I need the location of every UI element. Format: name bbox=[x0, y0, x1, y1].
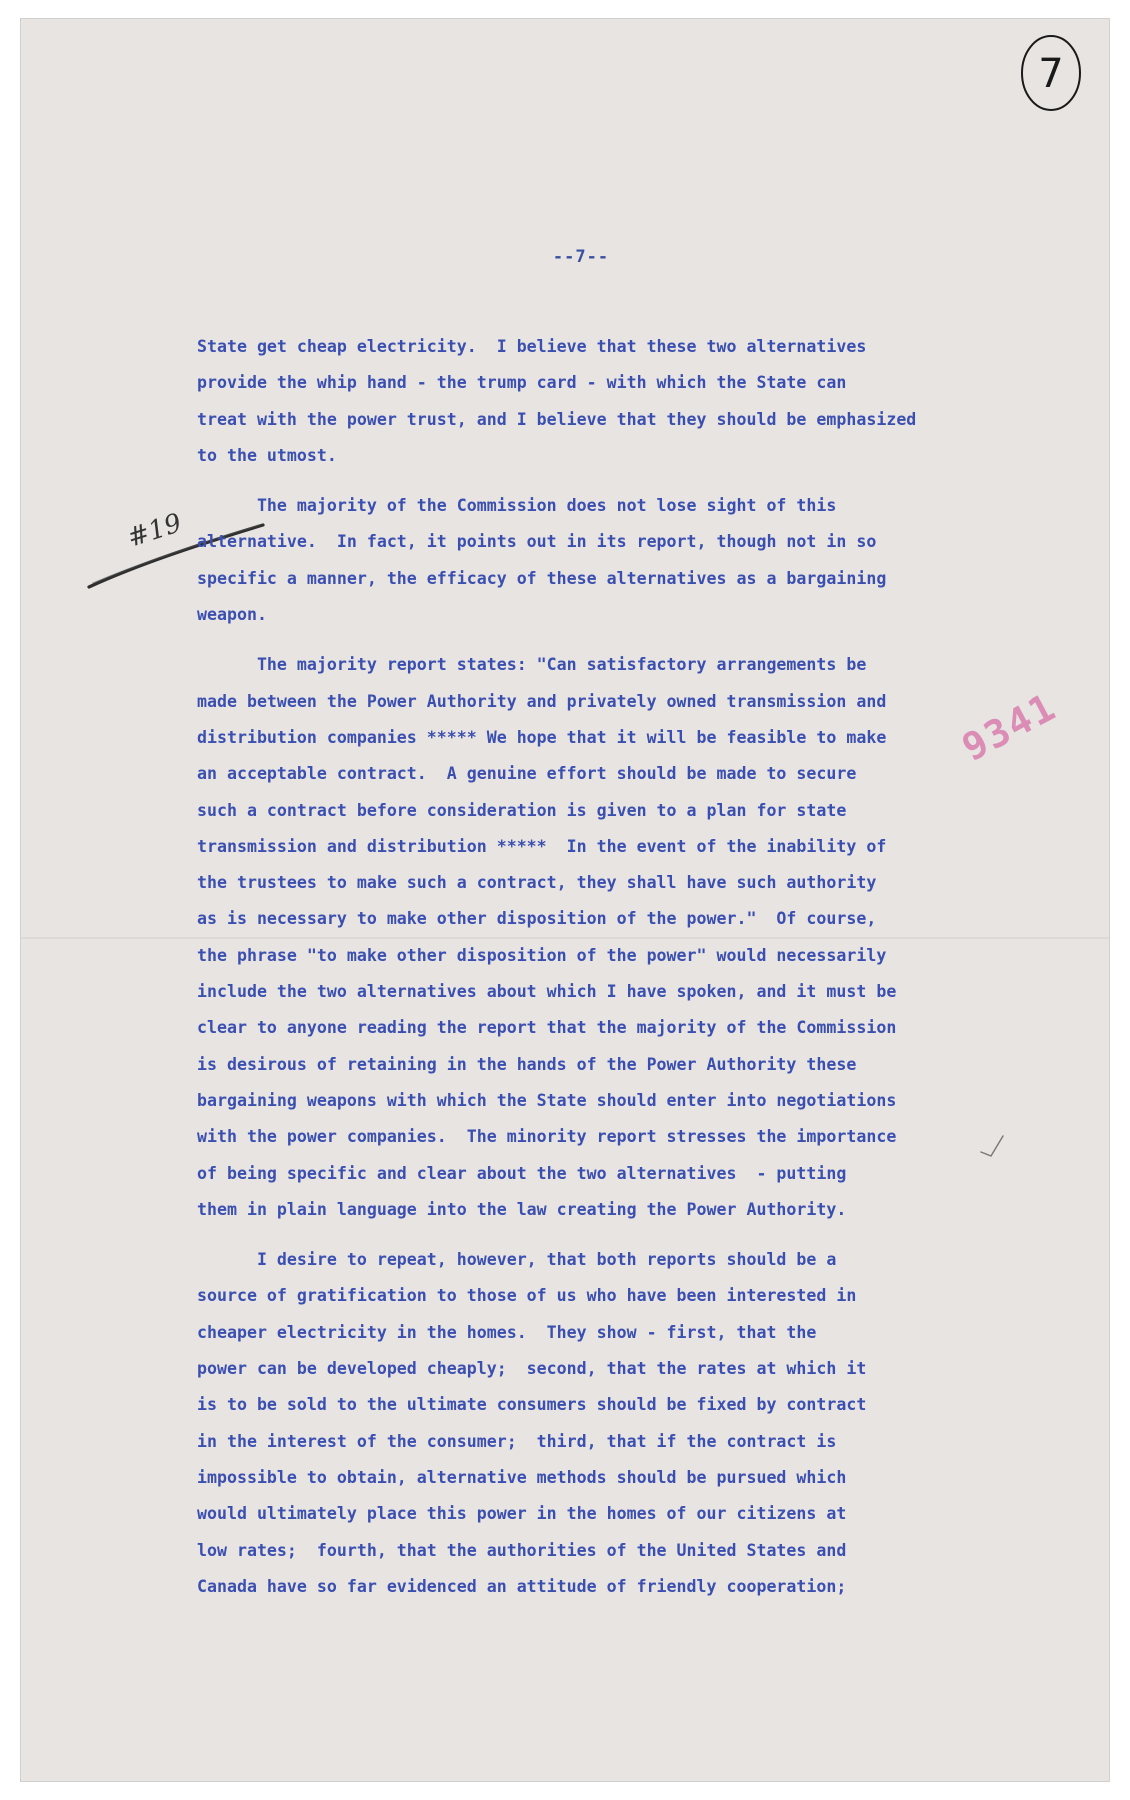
text-line: source of gratification to those of us who have been interested in bbox=[197, 1286, 857, 1306]
text-line: distribution companies ***** We hope that it will be feasible to make bbox=[197, 727, 887, 747]
text-line: power can be developed cheaply; second, that the rates at which it bbox=[197, 1359, 867, 1379]
paragraph-4 bbox=[197, 1242, 1017, 1605]
text-line: them in plain language into the law creating the Power Authority. bbox=[197, 1199, 847, 1219]
text-line: to the utmost. bbox=[197, 445, 337, 465]
page-number: --7-- bbox=[552, 247, 610, 267]
pencil-tick-mark bbox=[979, 1134, 1005, 1158]
text-line: with the power companies. The minority report stresses the importance bbox=[197, 1127, 897, 1147]
text-line: of being specific and clear about the two alternatives - putting bbox=[197, 1163, 847, 1183]
paragraph-1 bbox=[197, 329, 1017, 474]
text-line: in the interest of the consumer; third, that if the contract is bbox=[197, 1431, 837, 1451]
text-line: Canada have so far evidenced an attitude of friendly cooperation; bbox=[197, 1576, 847, 1596]
text-line: provide the whip hand - the trump card - with which the State can bbox=[197, 373, 847, 393]
text-line: specific a manner, the efficacy of these alternatives as a bargaining bbox=[197, 568, 887, 588]
text-line: weapon. bbox=[197, 605, 267, 625]
document-page bbox=[20, 18, 1110, 1782]
text-line: I desire to repeat, however, that both reports should be a bbox=[197, 1250, 837, 1270]
typed-body bbox=[197, 329, 1017, 1605]
text-line: made between the Power Authority and privately owned transmission and bbox=[197, 691, 887, 711]
margin-note-text: #19 bbox=[123, 508, 186, 554]
text-line: The majority report states: "Can satisfactory arrangements be bbox=[197, 655, 867, 675]
text-line: an acceptable contract. A genuine effort should be made to secure bbox=[197, 764, 857, 784]
text-line: State get cheap electricity. I believe that these two alternatives bbox=[197, 337, 867, 356]
text-line: low rates; fourth, that the authorities of the United States and bbox=[197, 1540, 847, 1560]
text-line: transmission and distribution ***** In the event of the inability of bbox=[197, 836, 887, 856]
text-line: cheaper electricity in the homes. They show - first, that the bbox=[197, 1322, 817, 1342]
text-line: would ultimately place this power in the homes of our citizens at bbox=[197, 1504, 847, 1524]
text-line: clear to anyone reading the report that the majority of the Commission bbox=[197, 1018, 897, 1038]
text-line: is desirous of retaining in the hands of the Power Authority these bbox=[197, 1054, 857, 1074]
text-line: impossible to obtain, alternative methods should be pursued which bbox=[197, 1467, 847, 1487]
stamp-number: 9341 bbox=[955, 684, 1064, 770]
text-line: include the two alternatives about which I have spoken, and it must be bbox=[197, 982, 897, 1002]
text-line: the trustees to make such a contract, they shall have such authority bbox=[197, 873, 877, 893]
paragraph-3 bbox=[197, 647, 1017, 1228]
text-line: as is necessary to make other disposition of the power." Of course, bbox=[197, 909, 877, 929]
text-line: The majority of the Commission does not lose sight of this bbox=[197, 496, 837, 516]
text-line: the phrase "to make other disposition of the power" would necessarily bbox=[197, 945, 887, 965]
text-line: such a contract before consideration is given to a plan for state bbox=[197, 800, 847, 820]
paragraph-2 bbox=[197, 488, 1017, 633]
text-line: bargaining weapons with which the State should enter into negotiations bbox=[197, 1090, 897, 1110]
text-line: treat with the power trust, and I believe that they should be emphasized bbox=[197, 409, 917, 429]
text-line: alternative. In fact, it points out in its report, though not in so bbox=[197, 532, 877, 552]
folio-number: 7 bbox=[1038, 51, 1064, 97]
folio-number-circle bbox=[1016, 29, 1086, 115]
text-line: is to be sold to the ultimate consumers should be fixed by contract bbox=[197, 1395, 867, 1415]
